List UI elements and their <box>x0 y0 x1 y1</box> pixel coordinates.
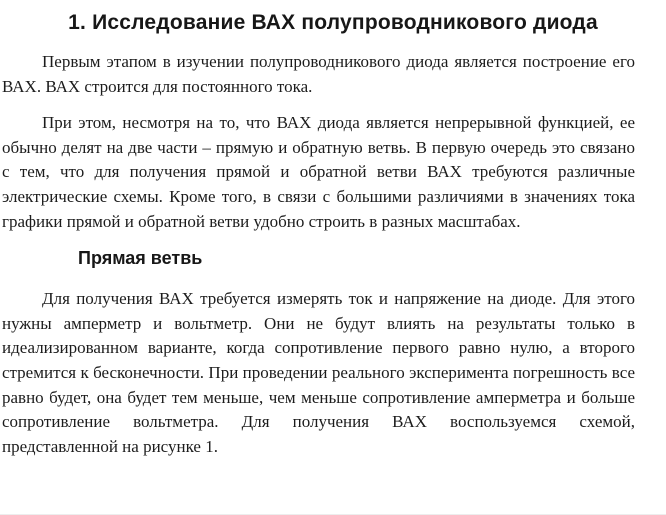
paragraph-intro-1: Первым этапом в изучении полупроводникового диода является построение его ВАХ. ВАХ строится для постоянного тока. <box>2 52 635 96</box>
document-page <box>0 10 666 515</box>
document-title: 1. Исследование ВАХ полупроводникового диода <box>68 11 598 34</box>
paragraph-forward-branch-1: Для получения ВАХ требуется измерять ток и напряжение на диоде. Для этого нужны амперметр и вольтметр. Они не будут влиять на результаты только в идеализированном варианте, когда сопротивление первого равно нулю, а второго стремится к бесконечности. При проведении реального эксперимента погрешность все равно будет, она будет тем меньше, чем меньше сопротивление амперметра и больше сопротивление вольтметра. Для получения ВАХ воспользуемся схемой, представленной на рисунке 1. <box>2 289 635 456</box>
paragraph-intro-2: При этом, несмотря на то, что ВАХ диода является непрерывной функцией, ее обычно делят на две части – прямую и обратную ветвь. В первую очередь это связано с тем, что для получения прямой и обратной ветви ВАХ требуются различные электрические схемы. Кроме того, в связи с большими различиями в значениях тока графики прямой и обратной ветви удобно строить в разных масштабах. <box>2 113 635 231</box>
section-heading-forward-branch: Прямая ветвь <box>78 248 203 269</box>
